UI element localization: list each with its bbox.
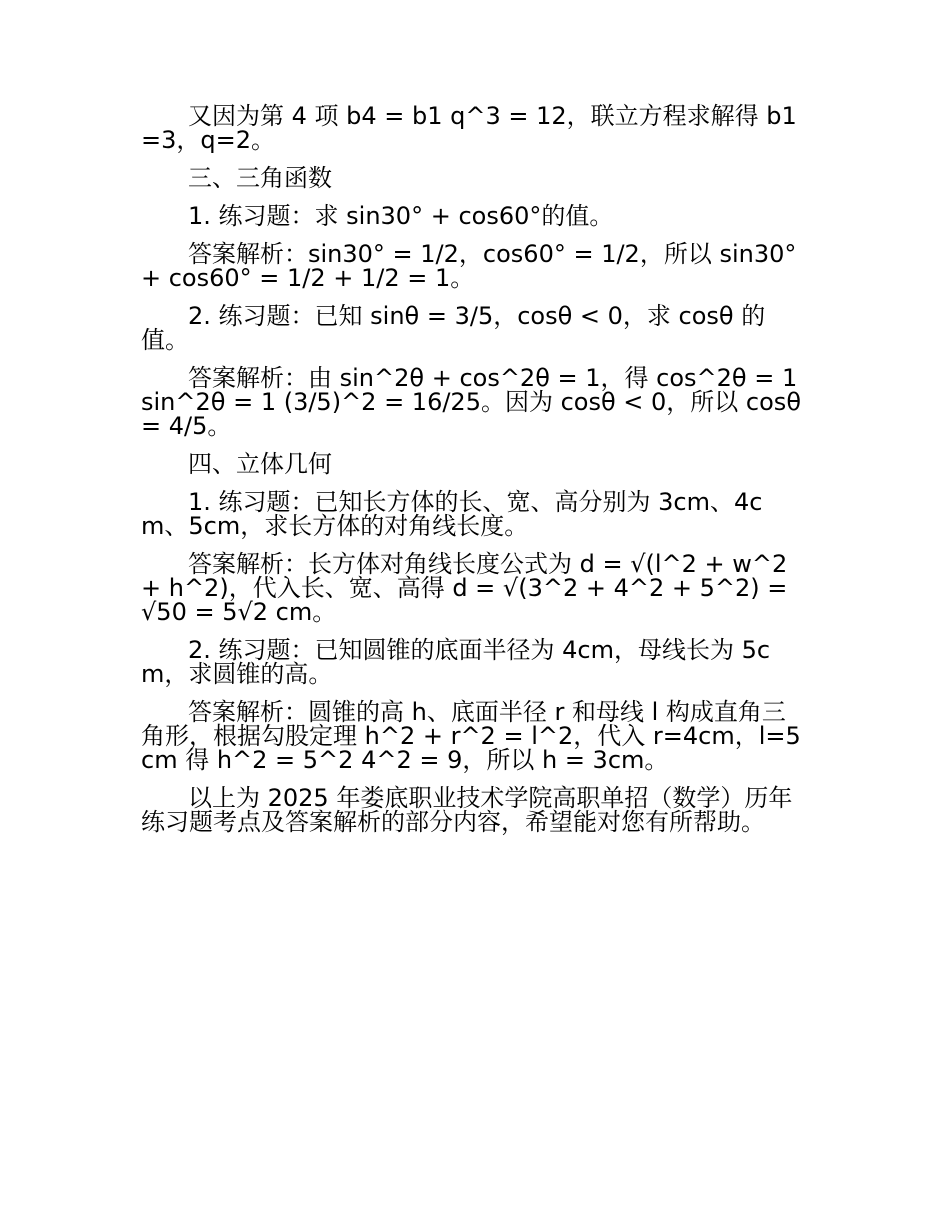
answer-trig-2: 答案解析：由 sin^2θ + cos^2θ = 1，得 cos^2θ = 1 sin^2θ = 1 (3/5)^2 = 16/25。因为 cosθ < 0，所以 cosθ = 4/5。 (141, 364, 801, 440)
document-page (141, 104, 806, 848)
answer-geometry-1: 答案解析：长方体对角线长度公式为 d = √(l^2 + w^2 + h^2)，代入长、宽、高得 d = √(3^2 + 4^2 + 5^2) = √50 = 5√2 cm。 (141, 550, 788, 626)
exercise-trig-1: 1. 练习题：求 sin30° + cos60°的值。 (188, 202, 614, 230)
exercise-geometry-1: 1. 练习题：已知长方体的长、宽、高分别为 3cm、4cm、5cm，求长方体的对角线长度。 (141, 488, 763, 540)
answer-geometry-2: 答案解析：圆锥的高 h、底面半径 r 和母线 l 构成直角三角形，根据勾股定理 h^2 + r^2 = l^2，代入 r=4cm，l=5cm 得 h^2 = 5^2 4^2 = 9，所以 h = 3cm。 (141, 698, 801, 774)
answer-trig-1: 答案解析：sin30° = 1/2，cos60° = 1/2，所以 sin30° + cos60° = 1/2 + 1/2 = 1。 (141, 240, 797, 292)
section-heading-trigonometry: 三、三角函数 (188, 164, 332, 192)
section-heading-solid-geometry: 四、立体几何 (188, 450, 332, 478)
paragraph-geometric-sequence-result: 又因为第 4 项 b4 = b1 q^3 = 12，联立方程求解得 b1=3，q=2。 (141, 102, 797, 154)
exercise-trig-2: 2. 练习题：已知 sinθ = 3/5，cosθ < 0，求 cosθ 的值。 (141, 302, 766, 354)
exercise-geometry-2: 2. 练习题：已知圆锥的底面半径为 4cm，母线长为 5cm，求圆锥的高。 (141, 636, 771, 688)
closing-paragraph: 以上为 2025 年娄底职业技术学院高职单招（数学）历年练习题考点及答案解析的部分内容，希望能对您有所帮助。 (141, 784, 793, 836)
